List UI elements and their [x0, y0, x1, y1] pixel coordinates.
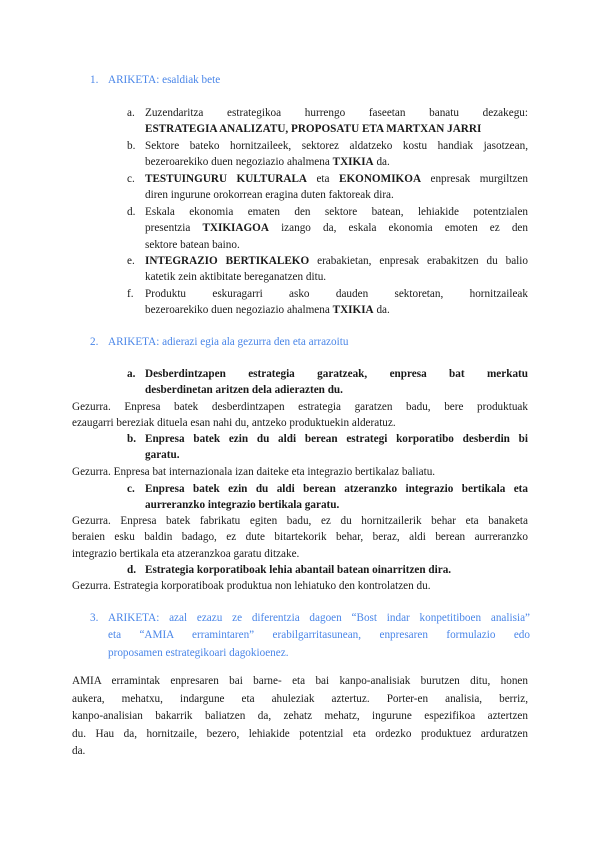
item-text: diren ingurune orokorrean eragina duten faktoreak dira. [145, 189, 394, 202]
item-text: erabakietan, enpresak erabakitzen du balio [309, 255, 528, 267]
item-label: a. [127, 107, 135, 119]
item-label: c. [127, 173, 135, 185]
answer-text: ezaugarri bereziak dituela esan nahi du, antzeko produktuekin alderatuz. [72, 417, 396, 430]
answer-text: du. Hau da, hornitzaile, bezero, lehiakide potentzial eta ordezko produktuez arduratzen [72, 727, 528, 740]
answer-text: AMIA erramintak enpresaren bai barne- eta bai kanpo-analisiak burutzen ditu, honen [72, 675, 528, 687]
ex2-answer-c [72, 513, 528, 562]
answer-text: Gezurra. Enpresa bat internazionala izan daiteke eta integrazio bertikalaz baliatu. [72, 466, 436, 478]
answer-text: beraien esku baldin badago, ez dute bitartekorik behar, beraz, aldi berean aurreranzko [72, 531, 528, 544]
exercise-3-title: proposamen estrategikoari dagokioenez. [108, 646, 289, 659]
ex2-answer-d [72, 578, 528, 594]
answer-text: da. [72, 745, 86, 758]
answer-text: Gezurra. Estrategia korporatiboak produktua non lehiatuko den kontrolatzen du. [72, 580, 431, 592]
item-answer: EKONOMIKOA [338, 173, 422, 185]
item-text: Sektore bateko hornitzaileek, sektorez aldatzeko kostu handiak jasotzean, [145, 140, 528, 152]
item-text: enpresak murgiltzen [421, 173, 528, 185]
item-label: c. [127, 483, 135, 495]
exercise-2-title: ARIKETA: adierazi egia ala gezurra den eta arrazoitu [108, 336, 349, 348]
question-text: Desberdintzapen estrategia garatzeak, enpresa bat merkatu [145, 368, 528, 380]
item-text: eta [307, 173, 339, 185]
exercise-3-number: 3. [90, 612, 99, 624]
item-label: d. [127, 206, 136, 218]
item-answer: TESTUINGURU KULTURALA [145, 173, 307, 185]
item-answer: INTEGRAZIO BERTIKALEKO [145, 255, 310, 267]
item-answer: TXIKIAGOA [202, 222, 269, 235]
answer-text: kanpo-analisian bakarrik baliatzen da, zehatz mehatz, ingurune espezifikoa aztertzen [72, 710, 528, 723]
ex3-answer-paragraph [72, 673, 528, 761]
item-label: d. [127, 564, 137, 576]
answer-text: Gezurra. Enpresa batek fabrikatu egiten badu, ez du hornitzailerik behar eta banaketa [72, 515, 528, 527]
question-text: Enpresa batek ezin du aldi berean atzeranzko integrazio bertikala eta [145, 483, 528, 495]
item-answer: TXIKIA [332, 304, 374, 317]
item-text: Eskala ekonomia ematen den sektore batean, lehiakide potentzialen [145, 206, 528, 218]
exercise-2-number: 2. [90, 336, 99, 348]
exercise-1-title: ARIKETA: esaldiak bete [108, 74, 221, 86]
item-text: presentzia [145, 222, 203, 235]
question-text: Enpresa batek ezin du aldi berean estrategi korporatibo desberdin bi [145, 433, 528, 445]
item-text: bezeroarekiko duen negoziazio ahalmena [145, 156, 333, 169]
ex2-answer-b [72, 464, 528, 480]
exercise-3-title: ARIKETA: azal ezazu ze diferentzia dagoen “Bost indar konpetitiboen analisia” [108, 612, 530, 624]
item-answer: TXIKIA [332, 156, 374, 169]
item-text: da. [373, 156, 390, 169]
question-text: garatu. [145, 449, 180, 462]
item-text: izango da, eskala ekonomia emoten ez den [268, 222, 528, 235]
item-text: Produktu eskuragarri asko dauden sektoretan, hornitzaileak [145, 288, 528, 300]
item-text: bezeroarekiko duen negoziazio ahalmena [145, 304, 333, 317]
item-text: sektore batean baino. [145, 238, 240, 251]
item-text: Zuzendaritza estrategikoa hurrengo faseetan banatu dezakegu: [145, 107, 528, 119]
item-label: b. [127, 140, 136, 152]
question-text: aurreranzko integrazio bertikala garatu. [145, 499, 340, 512]
answer-text: aukera, mehatxu, indargune eta ahuleziak aztertuz. Porter-en analisia, berriz, [72, 692, 528, 705]
item-label: f. [127, 288, 134, 300]
item-label: b. [127, 433, 137, 445]
item-label: a. [127, 368, 136, 380]
exercise-1-number: 1. [90, 74, 99, 86]
answer-text: integrazio bertikala eta atzeranzkoa garatu ditzake. [72, 547, 300, 560]
item-label: e. [127, 255, 135, 267]
question-text: Estrategia korporatiboak lehia abantail batean oinarritzen dira. [145, 564, 452, 576]
item-text: katetik zein aktibitate bereganatzen ditu. [145, 271, 327, 284]
item-text: da. [373, 304, 390, 317]
exercise-3-title: eta “AMIA erramintaren” erabilgarritasunean, enpresaren formulazio edo [108, 629, 530, 642]
item-answer: ESTRATEGIA ANALIZATU, PROPOSATU ETA MARTXAN JARRI [145, 123, 482, 136]
ex2-answer-a [72, 399, 528, 432]
answer-text: Gezurra. Enpresa batek desberdintzapen estrategia garatzen badu, bere produktuak [72, 401, 528, 413]
question-text: desberdinetan aritzen dela adierazten du. [145, 384, 343, 397]
